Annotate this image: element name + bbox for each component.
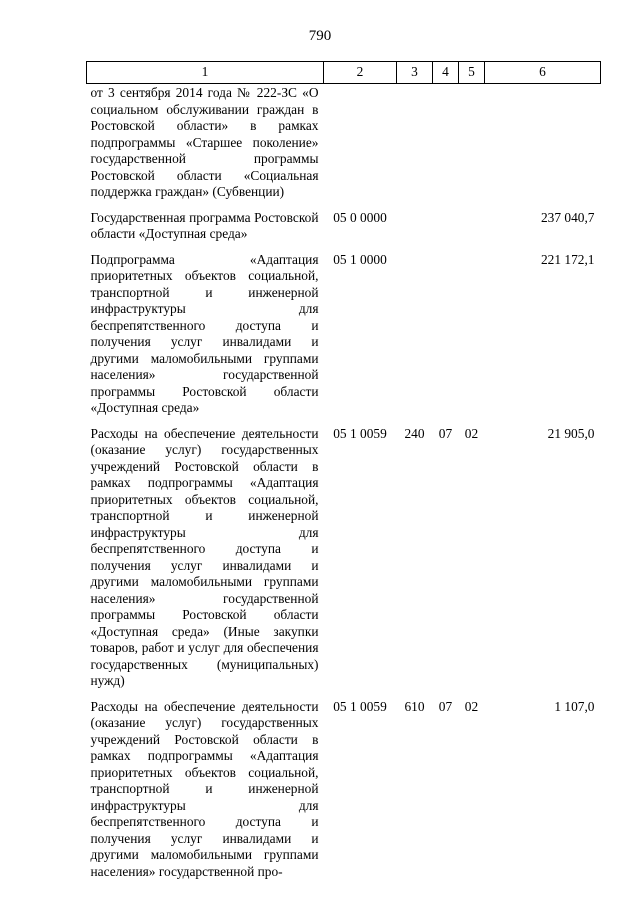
table-row — [87, 252, 601, 426]
row-description: Подпрограмма «Адаптация приоритетных объектов социальной, транспортной и инженерной инфраструктуры для беспрепятственного доступа и получения услуг инвалидами и другими маломобильными группами населения» государственной программы Ростовской области «Доступная среда» — [90, 251, 319, 415]
row-code: 05 1 0059 — [333, 698, 387, 714]
row-amount: 21 905,0 — [547, 425, 595, 441]
row-amount: 1 107,0 — [554, 698, 595, 714]
header-col-6: 6 — [485, 62, 601, 84]
row-pr: 02 — [464, 698, 479, 714]
table-row — [87, 84, 601, 210]
row-code — [324, 84, 397, 210]
page-number: 790 — [308, 28, 332, 44]
row-rz: 07 — [438, 425, 453, 441]
header-col-1: 1 — [87, 62, 324, 84]
row-amount: 221 172,1 — [540, 251, 595, 267]
header-col-4: 4 — [433, 62, 459, 84]
row-rz — [433, 210, 459, 252]
row-amount: 237 040,7 — [540, 209, 595, 225]
row-vr: 610 — [404, 698, 425, 714]
header-col-3: 3 — [397, 62, 433, 84]
row-vr — [397, 210, 433, 252]
row-description: Расходы на обеспечение деятельности (оказание услуг) государственных учреждений Ростовской области в рамках подпрограммы «Адаптация приоритетных объектов социальной, транспортной и инженерной инфраструктуры для беспрепятственного доступа и получения услуг инвалидами и другими маломобильными группами населения» государственной про- — [90, 698, 319, 879]
row-description: Государственная программа Ростовской области «Доступная среда» — [90, 209, 319, 241]
row-pr: 02 — [464, 425, 479, 441]
row-rz: 07 — [438, 698, 453, 714]
header-col-2: 2 — [324, 62, 397, 84]
row-vr — [397, 252, 433, 426]
row-description: Расходы на обеспечение деятельности (оказание услуг) государственных учреждений Ростовской области в рамках подпрограммы «Адаптация приоритетных объектов социальной, транспортной и инженерной инфраструктуры для беспрепятственного доступа и получения услуг инвалидами и другими маломобильными группами населения» государственной программы Ростовской области «Доступная среда» (Иные закупки товаров, работ и услуг для обеспечения государственных (муниципальных) нужд) — [90, 425, 319, 688]
row-code: 05 1 0059 — [333, 425, 387, 441]
table-header — [87, 62, 601, 84]
row-description: от 3 сентября 2014 года № 222-ЗС «О социальном обслуживании граждан в Ростовской области» в рамках подпрограммы «Старшее поколение» государственной программы Ростовской области «Социальная поддержка граждан» (Субвенции) — [90, 85, 319, 199]
row-code: 05 1 0000 — [333, 251, 387, 267]
row-pr — [459, 210, 485, 252]
row-vr: 240 — [404, 425, 425, 441]
table-row — [87, 210, 601, 252]
row-pr — [459, 252, 485, 426]
row-rz — [433, 252, 459, 426]
budget-table — [86, 61, 601, 880]
row-vr — [397, 84, 433, 210]
table-row — [87, 699, 601, 881]
row-amount — [485, 84, 601, 210]
header-col-5: 5 — [459, 62, 485, 84]
row-code: 05 0 0000 — [333, 209, 387, 225]
row-pr — [459, 84, 485, 210]
table-row — [87, 426, 601, 699]
row-rz — [433, 84, 459, 210]
